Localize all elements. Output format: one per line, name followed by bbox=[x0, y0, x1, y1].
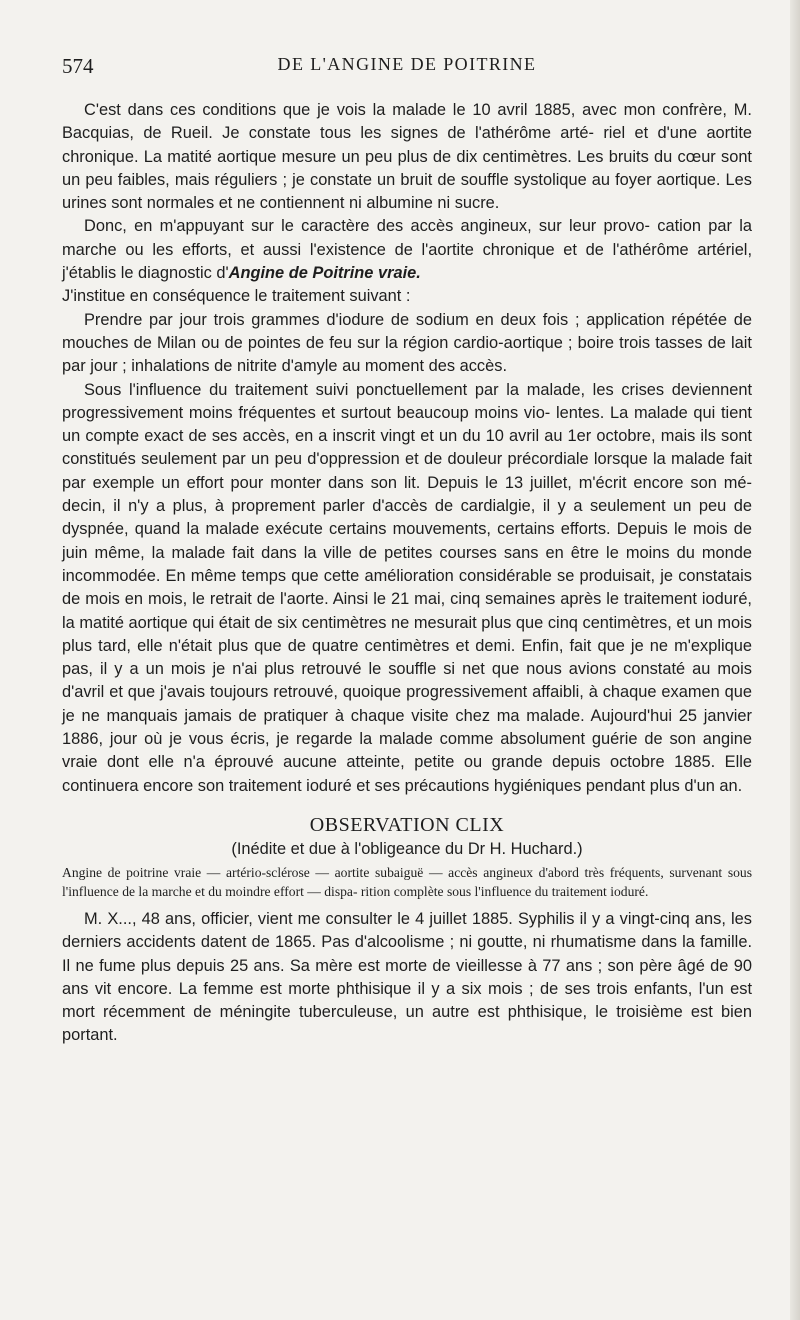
observation-summary: Angine de poitrine vraie — artério-sclérose — aortite subaiguë — accès angineux d'abord très fréquents, survenant sous l'influence de la marche et du moindre effort — dispa- rition complète sous l'influence du traitement ioduré. bbox=[62, 864, 752, 900]
paragraph-treatment-intro: J'institue en conséquence le traitement suivant : bbox=[62, 287, 411, 306]
paragraph-evolution: Sous l'influence du traitement suivi ponctuellement par la malade, les crises deviennent progressivement moins fréquentes et surtout beaucoup moins vio- lentes. La malade qui tient un compte exact de ses accès, en a inscrit vingt et un du 10 avril au 1er octobre, mais ils sont constitués seulement par un peu d'oppression et de douleur précordiale lorsque la malade fait par exemple un effort pour monter dans son lit. Depuis le 13 juillet, m'écrit encore son mé- decin, il n'y a plus, à proprement parler d'accès de cardialgie, il y a seulement un peu de dyspnée, quand la malade exécute certains mouvements, certains efforts. Depuis le mois de juin même, la malade fait dans la ville de petites courses sans en être le moins du monde incommodée. En même temps que cette amélioration considérable se produisait, je constatais de mois en mois, le retrait de l'aorte. Ainsi le 21 mai, cinq semaines après le traitement ioduré, la matité aortique qui était de six centimètres ne mesurait plus que cinq centimètres, et un mois plus tard, elle n'était plus que de quatre centimètres et demi. Enfin, fait que je ne m'explique pas, il y a un mois je n'ai plus retrouvé le souffle si net que nous avions constaté au mois d'avril et que j'avais toujours retrouvé, quoique progressivement affaibli, à chaque examen que je ne manquais jamais de pratiquer à chaque visite chez ma malade. Aujourd'hui 25 janvier 1886, jour où je vous écris, je regarde la malade comme absolument guérie de son angine vraie dont elle n'a éprouvé aucune atteinte, petite ou grande depuis octobre 1885. Elle continuera encore son traitement ioduré et ses précautions hygiéniques pendant plus d'un an. bbox=[62, 380, 752, 795]
observation-subtitle: (Inédite et due à l'obligeance du Dr H. Huchard.) bbox=[231, 839, 583, 858]
paragraph-prescription: Prendre par jour trois grammes d'iodure de sodium en deux fois ; application répétée de mouches de Milan ou de pointes de feu sur la région cardio-aortique ; boire trois tasses de lait par jour ; inhalations de nitrite d'amyle au moment des accès. bbox=[62, 310, 752, 376]
page-number: 574 bbox=[62, 54, 94, 78]
running-title: DE L'ANGINE DE POITRINE bbox=[277, 54, 537, 74]
observation-title: OBSERVATION CLIX bbox=[309, 813, 505, 836]
page-header bbox=[62, 54, 752, 80]
page-edge-shadow bbox=[790, 0, 800, 1320]
diagnosis-text: Donc, en m'appuyant sur le caractère des accès angineux, sur leur provo- cation par la marche ou les efforts, et aussi l'existence de l'aortite chronique et de l'athérôme artériel, j'établis le diagnostic d' bbox=[62, 217, 752, 283]
diagnosis-emphasis: Angine de Poitrine vraie. bbox=[228, 264, 421, 283]
paragraph-conditions: C'est dans ces conditions que je vois la malade le 10 avril 1885, avec mon confrère, M. Bacquias, de Rueil. Je constate tous les signes de l'athérôme arté- riel et d'une aortite chronique. La matité aortique mesure un peu plus de dix centimètres. Les bruits du cœur sont un peu faibles, mais réguliers ; je constate un bruit de souffle systolique au foyer aortique. Les urines sont normales et ne contiennent ni albumine ni sucre. bbox=[62, 101, 752, 213]
paragraph-diagnosis bbox=[62, 215, 752, 285]
observation-text: M. X..., 48 ans, officier, vient me consulter le 4 juillet 1885. Syphilis il y a vingt-cinq ans, les derniers accidents datent de 1865. Pas d'alcoolisme ; ni goutte, ni rhumatisme dans la famille. Il ne fume plus depuis 25 ans. Sa mère est morte de vieillesse à 77 ans ; son père âgé de 90 ans vit encore. La femme est morte phthisique il y a six mois ; de ses trois enfants, l'un est mort récemment de méningite tuberculeuse, un autre est phthisique, le troisième est bien portant. bbox=[62, 909, 752, 1045]
page-body bbox=[62, 99, 752, 1048]
